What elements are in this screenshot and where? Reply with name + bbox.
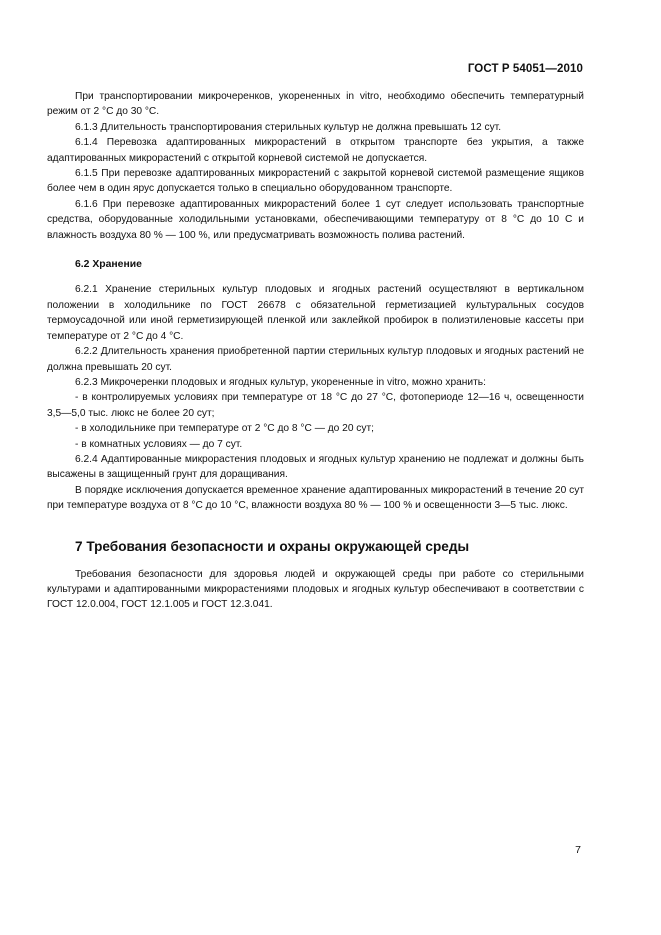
list-item: - в комнатных условиях — до 7 сут.	[75, 438, 243, 450]
paragraph-6-1-4: 6.1.4 Перевозка адаптированных микрорастений в открытом транспорте без укрытия, а также адаптированных микрорастений с открытой корневой системой не допускается.	[47, 137, 584, 164]
document-id: ГОСТ Р 54051—2010	[467, 63, 583, 75]
paragraph-6-1-5: 6.1.5 При перевозке адаптированных микрорастений с закрытой корневой системой размещение ящиков более чем в один ярус допускается только в специально оборудованном транспорте.	[47, 168, 584, 195]
section-heading-safety: 7 Требования безопасности и охраны окружающей среды	[75, 538, 470, 554]
page-content	[47, 89, 584, 613]
paragraph-6-1-3: 6.1.3 Длительность транспортирования стерильных культур не должна превышать 12 сут.	[75, 121, 502, 133]
paragraph-6-2-2: 6.2.2 Длительность хранения приобретенной партии стерильных культур плодовых и ягодных растений не должна превышать 20 сут.	[47, 346, 584, 373]
list-item: - в холодильнике при температуре от 2 °С до 8 °С — до 20 сут;	[75, 423, 374, 435]
paragraph-transport-temperature: При транспортировании микрочеренков, укорененных in vitro, необходимо обеспечить температурный режим от 2 °С до 30 °С.	[47, 91, 584, 118]
paragraph-6-2-3: 6.2.3 Микрочеренки плодовых и ягодных культур, укорененные in vitro, можно хранить:	[75, 376, 486, 388]
page-number: 7	[575, 844, 581, 856]
paragraph-safety-requirements: Требования безопасности для здоровья людей и окружающей среды при работе со стерильными культурами и адаптированными микрорастениями плодовых и ягодных культур обеспечивают в соответствии с ГОСТ 12.0.004, ГОСТ 12.1.005 и ГОСТ 12.3.041.	[47, 568, 584, 611]
paragraph-6-2-4: 6.2.4 Адаптированные микрорастения плодовых и ягодных культур хранению не подлежат и должны быть высажены в защищенный грунт для доращивания.	[47, 453, 584, 481]
subsection-heading-storage: 6.2 Хранение	[75, 259, 142, 271]
paragraph-6-1-6: 6.1.6 При перевозке адаптированных микрорастений более 1 сут следует использовать транспортные средства, оборудованные холодильными установками, обеспечивающими температуру от 8 °С до 10 С и влажность воздуха 80 % — 100 %, или предусматривать возможность полива растений.	[47, 198, 584, 241]
paragraph-storage-exception: В порядке исключения допускается временное хранение адаптированных микрорастений в течение 20 сут при температуре воздуха от 8 °С до 10 °С, влажности воздуха 80 % — 100 % и освещенности 3—5 тыс. люкс.	[47, 484, 584, 512]
list-item: - в контролируемых условиях при температуре от 18 °С до 27 °С, фотопериоде 12—16 ч, освещенности 3,5—5,0 тыс. люкс не более 20 сут;	[47, 392, 584, 419]
paragraph-6-2-1: 6.2.1 Хранение стерильных культур плодовых и ягодных растений осуществляют в вертикальном положении в холодильнике по ГОСТ 26678 с обязательной герметизацией культуральных сосудов термоусадочной или иной герметизирующей пленкой или заклейкой пробирок в полиэтиленовые кассеты при температуре от 2 °С до 4 °С.	[47, 284, 584, 342]
